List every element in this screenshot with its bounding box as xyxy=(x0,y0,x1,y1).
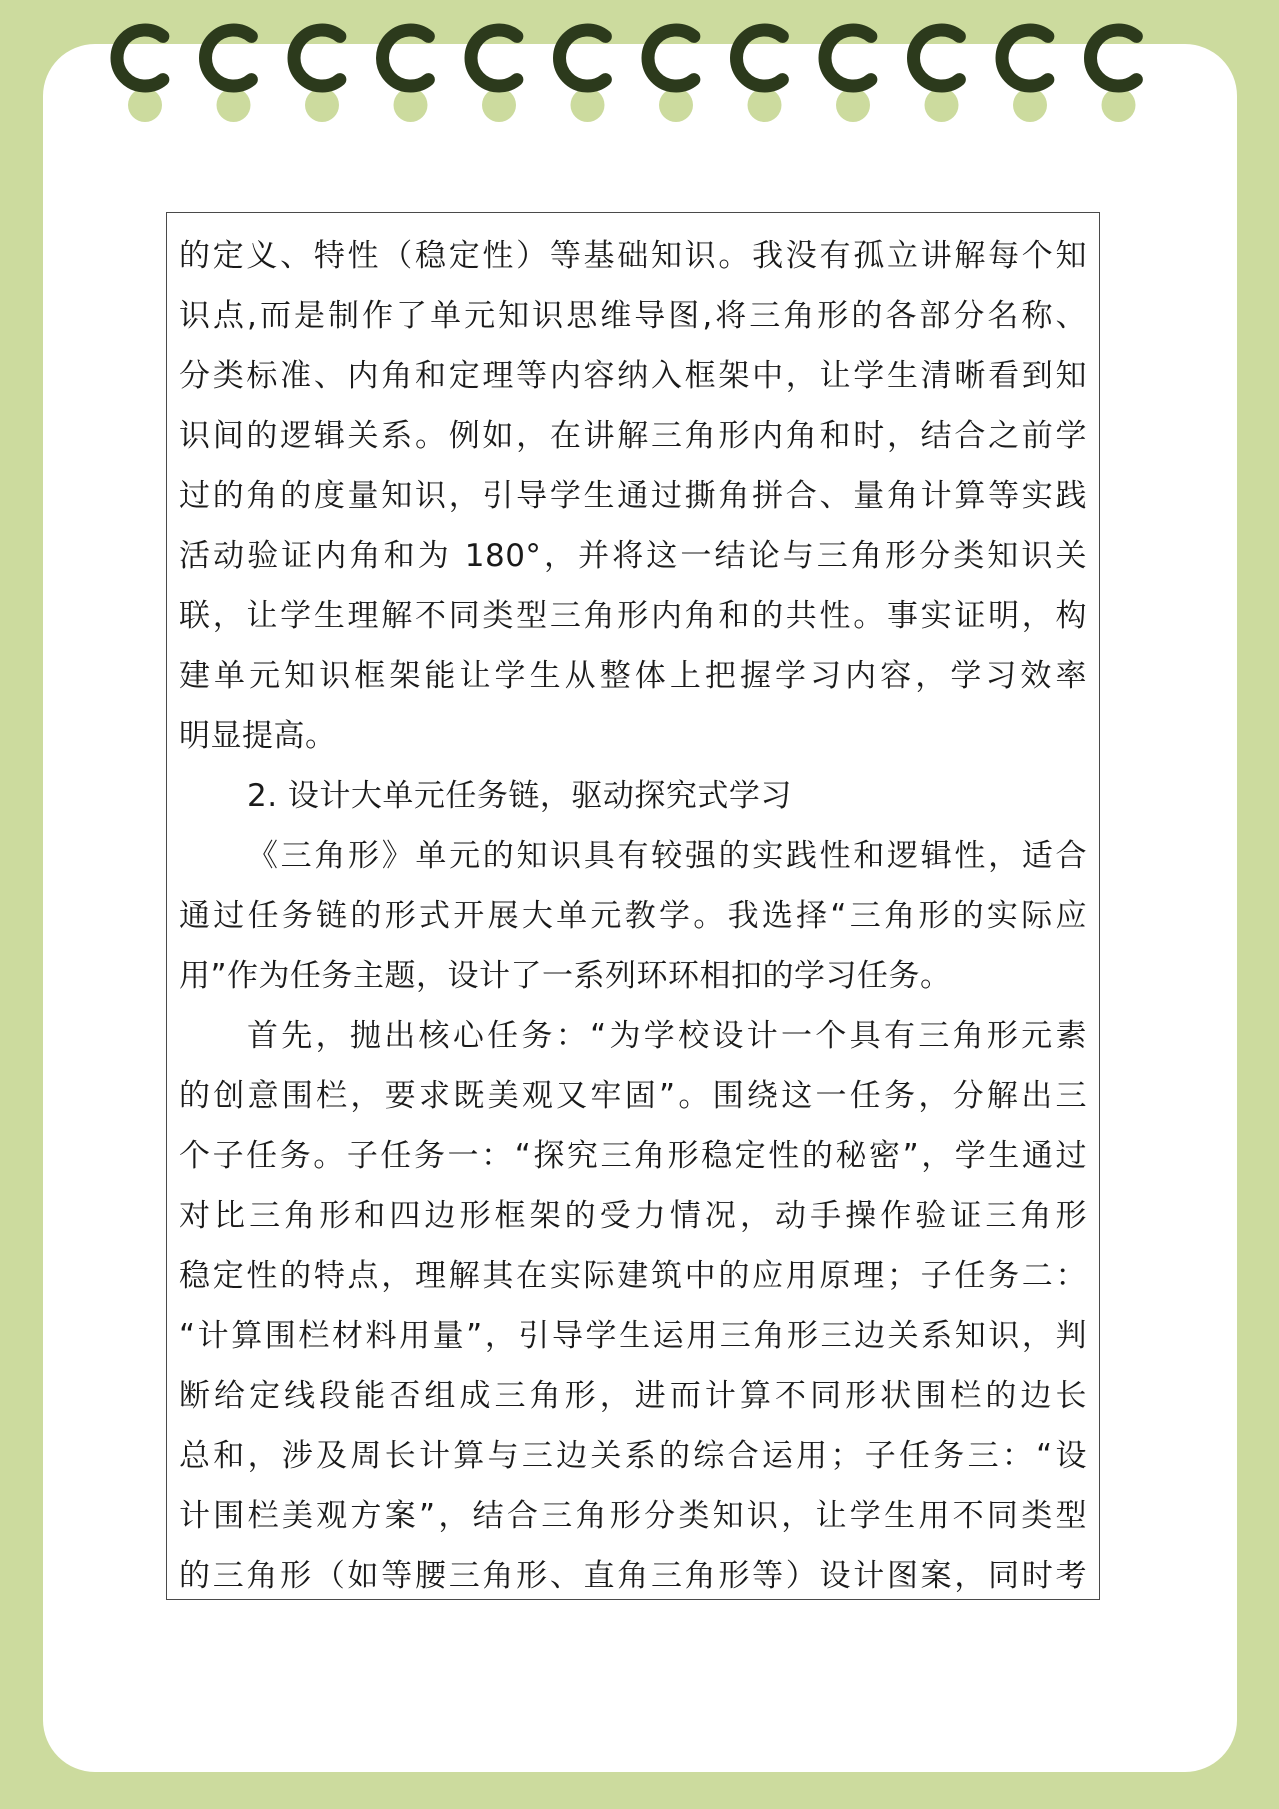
text-line: 分类标准、内角和定理等内容纳入框架中，让学生清晰看到知 xyxy=(179,358,1087,394)
text-line: 《三角形》单元的知识具有较强的实践性和逻辑性，适合 xyxy=(247,838,1087,874)
binding-ring xyxy=(206,30,252,86)
binding-hole xyxy=(128,88,162,122)
binding-ring xyxy=(914,30,960,86)
document-body xyxy=(179,226,1087,1600)
binding-hole xyxy=(305,88,339,122)
binding-ring xyxy=(1002,30,1048,86)
text-line: 稳定性的特点，理解其在实际建筑中的应用原理；子任务二： xyxy=(179,1258,1087,1294)
text-line: 的创意围栏，要求既美观又牢固”。围绕这一任务，分解出三 xyxy=(179,1078,1087,1114)
binding-hole xyxy=(1013,88,1047,122)
text-line: 计围栏美观方案”，结合三角形分类知识，让学生用不同类型 xyxy=(179,1498,1087,1534)
text-line: 识点,而是制作了单元知识思维导图,将三角形的各部分名称、 xyxy=(179,298,1087,334)
spiral-binding xyxy=(0,0,1279,140)
binding-hole xyxy=(217,88,251,122)
text-line: 识间的逻辑关系。例如，在讲解三角形内角和时，结合之前学 xyxy=(179,418,1087,454)
binding-ring xyxy=(383,30,429,86)
text-line: 总和，涉及周长计算与三边关系的综合运用；子任务三：“设 xyxy=(179,1438,1087,1474)
text-line: 通过任务链的形式开展大单元教学。我选择“三角形的实际应 xyxy=(179,898,1087,934)
binding-hole xyxy=(482,88,516,122)
text-line: 2. 设计大单元任务链，驱动探究式学习 xyxy=(247,778,792,814)
binding-ring xyxy=(560,30,606,86)
text-line: 明显提高。 xyxy=(179,718,337,754)
binding-hole xyxy=(394,88,428,122)
text-line: 首先，抛出核心任务：“为学校设计一个具有三角形元素 xyxy=(247,1018,1087,1054)
binding-hole xyxy=(748,88,782,122)
document-text-frame xyxy=(166,212,1100,1600)
binding-hole xyxy=(1102,88,1136,122)
text-line: 建单元知识框架能让学生从整体上把握学习内容，学习效率 xyxy=(179,658,1087,694)
binding-hole xyxy=(836,88,870,122)
text-line: 的三角形（如等腰三角形、直角三角形等）设计图案，同时考 xyxy=(179,1558,1087,1594)
text-line: 对比三角形和四边形框架的受力情况，动手操作验证三角形 xyxy=(179,1198,1087,1234)
text-line: 活动验证内角和为 180°，并将这一结论与三角形分类知识关 xyxy=(179,538,1087,574)
binding-ring xyxy=(825,30,871,86)
text-line: 的定义、特性（稳定性）等基础知识。我没有孤立讲解每个知 xyxy=(179,238,1087,274)
text-line: 联，让学生理解不同类型三角形内角和的共性。事实证明，构 xyxy=(179,598,1087,634)
binding-ring xyxy=(117,30,163,86)
binding-ring xyxy=(1091,30,1137,86)
text-line: “计算围栏材料用量”，引导学生运用三角形三边关系知识，判 xyxy=(179,1318,1087,1354)
binding-hole xyxy=(571,88,605,122)
binding-ring xyxy=(737,30,783,86)
text-line: 过的角的度量知识，引导学生通过撕角拼合、量角计算等实践 xyxy=(179,478,1087,514)
binding-ring xyxy=(471,30,517,86)
text-line: 个子任务。子任务一：“探究三角形稳定性的秘密”，学生通过 xyxy=(179,1138,1087,1174)
text-line: 断给定线段能否组成三角形，进而计算不同形状围栏的边长 xyxy=(179,1378,1087,1414)
binding-hole xyxy=(925,88,959,122)
binding-ring xyxy=(294,30,340,86)
text-line: 用”作为任务主题，设计了一系列环环相扣的学习任务。 xyxy=(179,958,952,994)
binding-hole xyxy=(659,88,693,122)
binding-ring xyxy=(648,30,694,86)
